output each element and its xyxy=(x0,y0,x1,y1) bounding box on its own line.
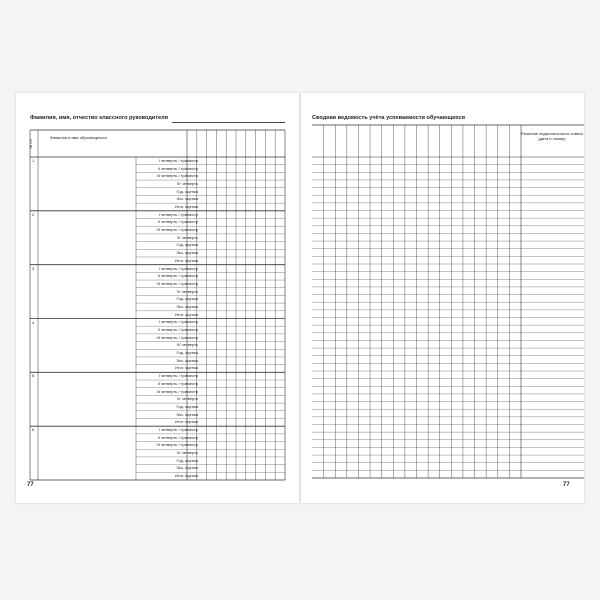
grade-row-label: Итог. оценка xyxy=(174,311,198,317)
grade-row-label: IV четверть xyxy=(176,288,198,294)
student-number: 2 xyxy=(32,211,35,217)
grade-row-label: Итог. оценка xyxy=(174,419,198,425)
grade-row-label: III четверть / триместр xyxy=(156,334,198,340)
right-summary-table xyxy=(301,93,584,503)
grade-row-label: IV четверть xyxy=(176,450,198,456)
grade-row-label: III четверть / триместр xyxy=(156,173,198,179)
grade-row-label: II четверть / триместр xyxy=(157,380,198,386)
grade-row-label: I четверть / триместр xyxy=(158,211,198,217)
class-teacher-title: Фамилия, имя, отчество классного руководителя xyxy=(30,115,169,121)
grade-row-label: III четверть / триместр xyxy=(156,442,198,448)
grade-row-label: Итог. оценка xyxy=(174,473,198,479)
grade-row-label: IV четверть xyxy=(176,234,198,240)
left-page-number: 77 xyxy=(27,482,34,488)
grade-row-label: IV четверть xyxy=(176,180,198,186)
grade-row-label: Год. оценка xyxy=(176,403,198,409)
grade-row-label: Экз. оценка xyxy=(176,465,198,471)
grade-row-label: IV четверть xyxy=(176,396,198,402)
grade-row-label: I четверть / триместр xyxy=(158,427,198,432)
grade-row-label: I четверть / триместр xyxy=(158,319,198,325)
grade-row-label: Год. оценка xyxy=(176,296,198,302)
grade-row-label: IV четверть xyxy=(176,342,198,348)
grade-row-label: II четверть / триместр xyxy=(157,273,198,279)
grade-row-label: Экз. оценка xyxy=(176,357,198,363)
student-number: 1 xyxy=(32,158,35,163)
grade-row-label: Экз. оценка xyxy=(176,250,198,256)
grade-row-label: Итог. оценка xyxy=(174,365,198,371)
summary-title: Сводная ведомость учёта успеваемости обучающихся xyxy=(312,115,465,121)
right-page-number: 77 xyxy=(563,482,570,488)
grade-row-label: II четверть / триместр xyxy=(157,219,198,225)
grade-row-label: III четверть / триместр xyxy=(156,280,198,286)
grade-row-label: III четверть / триместр xyxy=(156,227,198,233)
name-column-header: Фамилия и имя обучающегося xyxy=(50,135,107,140)
decision-column-header: Решение педагогического совета (дата и номер) xyxy=(521,131,583,141)
grade-row-label: Экз. оценка xyxy=(176,196,198,202)
grade-row-label: Итог. оценка xyxy=(174,203,198,209)
grade-row-label: Год. оценка xyxy=(176,188,198,194)
student-number: 6 xyxy=(32,427,35,433)
grade-row-label: Экз. оценка xyxy=(176,411,198,417)
student-number: 3 xyxy=(32,265,35,271)
grade-row-label: Экз. оценка xyxy=(176,303,198,309)
grade-row-label: Итог. оценка xyxy=(174,257,198,263)
grade-row-label: III четверть / триместр xyxy=(156,388,198,394)
left-page xyxy=(16,93,299,503)
grade-row-label: I четверть / триместр xyxy=(158,373,198,379)
grade-row-label: I четверть / триместр xyxy=(158,157,198,163)
grade-row-label: Год. оценка xyxy=(176,242,198,248)
grade-row-label: I четверть / триместр xyxy=(158,265,198,271)
grade-row-label: II четверть / триместр xyxy=(157,165,198,171)
right-page xyxy=(301,93,584,503)
number-column-header: № п/п xyxy=(29,139,33,149)
student-number: 5 xyxy=(32,373,35,379)
grade-row-label: Год. оценка xyxy=(176,350,198,356)
grade-row-label: II четверть / триместр xyxy=(157,327,198,333)
grade-row-label: II четверть / триместр xyxy=(157,434,198,440)
grade-row-label: Год. оценка xyxy=(176,457,198,463)
student-number: 4 xyxy=(32,319,35,325)
